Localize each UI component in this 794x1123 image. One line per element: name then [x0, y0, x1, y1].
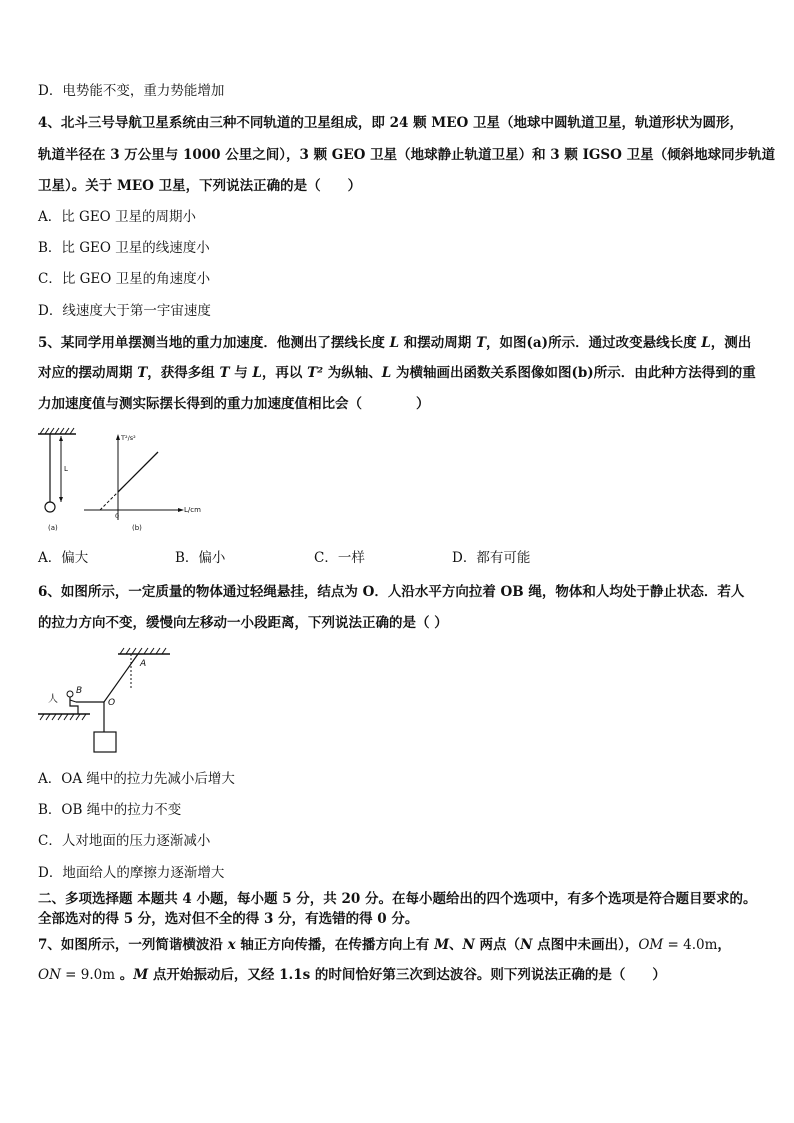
label-b: (b): [132, 524, 142, 532]
graph-x-label: L/cm: [184, 506, 201, 514]
q5-text: ，再以: [261, 365, 308, 381]
q5-text: 对应的摆动周期: [38, 365, 138, 381]
pendulum-ceiling: [38, 428, 76, 434]
q4-option-a: A．比 GEO 卫星的周期小: [38, 209, 197, 225]
label-a-point: A: [140, 659, 147, 669]
q5-text: ，如图(a)所示．通过改变悬线长度: [486, 335, 702, 351]
label-person: 人: [48, 694, 58, 705]
q5-figure: [34, 424, 214, 536]
q5-option-b: B．偏小: [175, 550, 226, 566]
q5-text: ，获得多组: [147, 365, 220, 381]
q5-text: 为横轴画出函数关系图像如图(b)所示．由此种方法得到的重: [391, 365, 756, 381]
q5-text: 和摆动周期: [399, 335, 476, 351]
q7-var: x: [227, 937, 236, 953]
q6-option-d: D．地面给人的摩擦力逐渐增大: [38, 865, 225, 881]
q7-text: 。: [115, 967, 134, 983]
q7-text: ，: [717, 937, 731, 953]
q7-var: M: [434, 937, 450, 953]
q5-text: 5、某同学用单摆测当地的重力加速度．他测出了摆线长度: [38, 335, 390, 351]
hanging-block: [94, 732, 116, 752]
q4-option-b: B．比 GEO 卫星的线速度小: [38, 240, 210, 256]
q7-formula-on: ON: [38, 967, 61, 983]
q7-formula-om-val: = 4.0m: [663, 937, 718, 953]
q5-text: 与: [229, 365, 253, 381]
section2-intro-line1: 二、多项选择题 本题共 4 小题，每小题 5 分，共 20 分。在每小题给出的四个选项中，有多个选项是符合题目要求的。: [38, 891, 757, 907]
q5-stem-line3: 力加速度值与测实际摆长得到的重力加速度值相比会（ ）: [38, 396, 430, 412]
q5-text: ，测出: [710, 335, 752, 351]
q7-formula-on-val: = 9.0m: [60, 967, 116, 983]
q6-stem-line2: 的拉力方向不变，缓慢向左移动一小段距离，下列说法正确的是（ ）: [38, 615, 448, 631]
q5-var-l: L: [381, 365, 392, 381]
q5-var-l: L: [252, 365, 262, 381]
q5-var-l: L: [389, 335, 400, 351]
label-o-point: O: [108, 698, 116, 708]
graph-origin: 0: [115, 512, 120, 520]
q4-option-d: D．线速度大于第一宇宙速度: [38, 303, 211, 319]
q5-var-t2: T²: [307, 365, 324, 381]
q6-stem-line1: 6、如图所示，一定质量的物体通过轻绳悬挂，结点为 O．人沿水平方向拉着 OB 绳，物体和人均处于静止状态．若人: [38, 584, 745, 600]
q3-option-d: D．电势能不变，重力势能增加: [38, 83, 225, 99]
q5-stem-line1: [38, 334, 751, 352]
graph-extrapolated-line: [100, 492, 118, 510]
section2-intro-line2: 全部选对的得 5 分，选对但不全的得 3 分，有选错的得 0 分。: [38, 911, 419, 927]
label-a: (a): [48, 524, 58, 532]
q7-formula-om: OM: [638, 937, 664, 953]
q6-ground: [38, 714, 90, 720]
q7-text: 点开始振动后，又经 1.1s 的时间恰好第三次到达波谷。则下列说法正确的是（ ）: [148, 967, 666, 983]
q7-text: 、: [449, 937, 463, 953]
q5-var-t: T: [476, 335, 487, 351]
graph-y-label: T²/s²: [121, 434, 136, 442]
q6-ceiling: [118, 648, 170, 654]
q5-option-c: C．一样: [314, 550, 365, 566]
q5-option-d: D．都有可能: [452, 550, 531, 566]
q4-stem-line1: 4、北斗三号导航卫星系统由三种不同轨道的卫星组成，即 24 颗 MEO 卫星（地球中圆轨道卫星，轨道形状为圆形，: [38, 115, 743, 131]
q7-var: M: [133, 967, 149, 983]
q6-figure: [34, 642, 184, 758]
q7-stem-line2: [38, 966, 666, 984]
q4-stem-line2: 轨道半径在 3 万公里与 1000 公里之间），3 颗 GEO 卫星（地球静止轨道卫星）和 3 颗 IGSO 卫星（倾斜地球同步轨道: [38, 147, 776, 163]
q7-text: 轴正方向传播，在传播方向上有: [235, 937, 435, 953]
q4-option-c: C．比 GEO 卫星的角速度小: [38, 271, 211, 287]
rope-oa: [104, 654, 138, 702]
label-b-point: B: [76, 686, 83, 696]
q5-var-l: L: [701, 335, 711, 351]
q7-var: N: [520, 937, 533, 953]
q7-stem-line1: [38, 936, 731, 954]
label-l: L: [64, 465, 68, 473]
q5-stem-line2: [38, 364, 756, 382]
q6-option-a: A．OA 绳中的拉力先减小后增大: [38, 771, 235, 787]
q4-stem-line3: 卫星）。关于 MEO 卫星，下列说法正确的是（ ）: [38, 178, 362, 194]
q7-var: N: [462, 937, 475, 953]
graph-data-line: [118, 452, 158, 492]
q7-text: 点图中未画出），: [532, 937, 639, 953]
q6-option-c: C．人对地面的压力逐渐减小: [38, 833, 211, 849]
q7-text: 两点（: [474, 937, 521, 953]
q5-text: 为纵轴、: [323, 365, 382, 381]
q5-option-a: A．偏大: [38, 550, 89, 566]
q6-option-b: B．OB 绳中的拉力不变: [38, 802, 182, 818]
q5-var-t: T: [219, 365, 230, 381]
pendulum-bob: [45, 502, 55, 512]
q7-text: 7、如图所示，一列简谐横波沿: [38, 937, 228, 953]
q5-var-t: T: [137, 365, 148, 381]
